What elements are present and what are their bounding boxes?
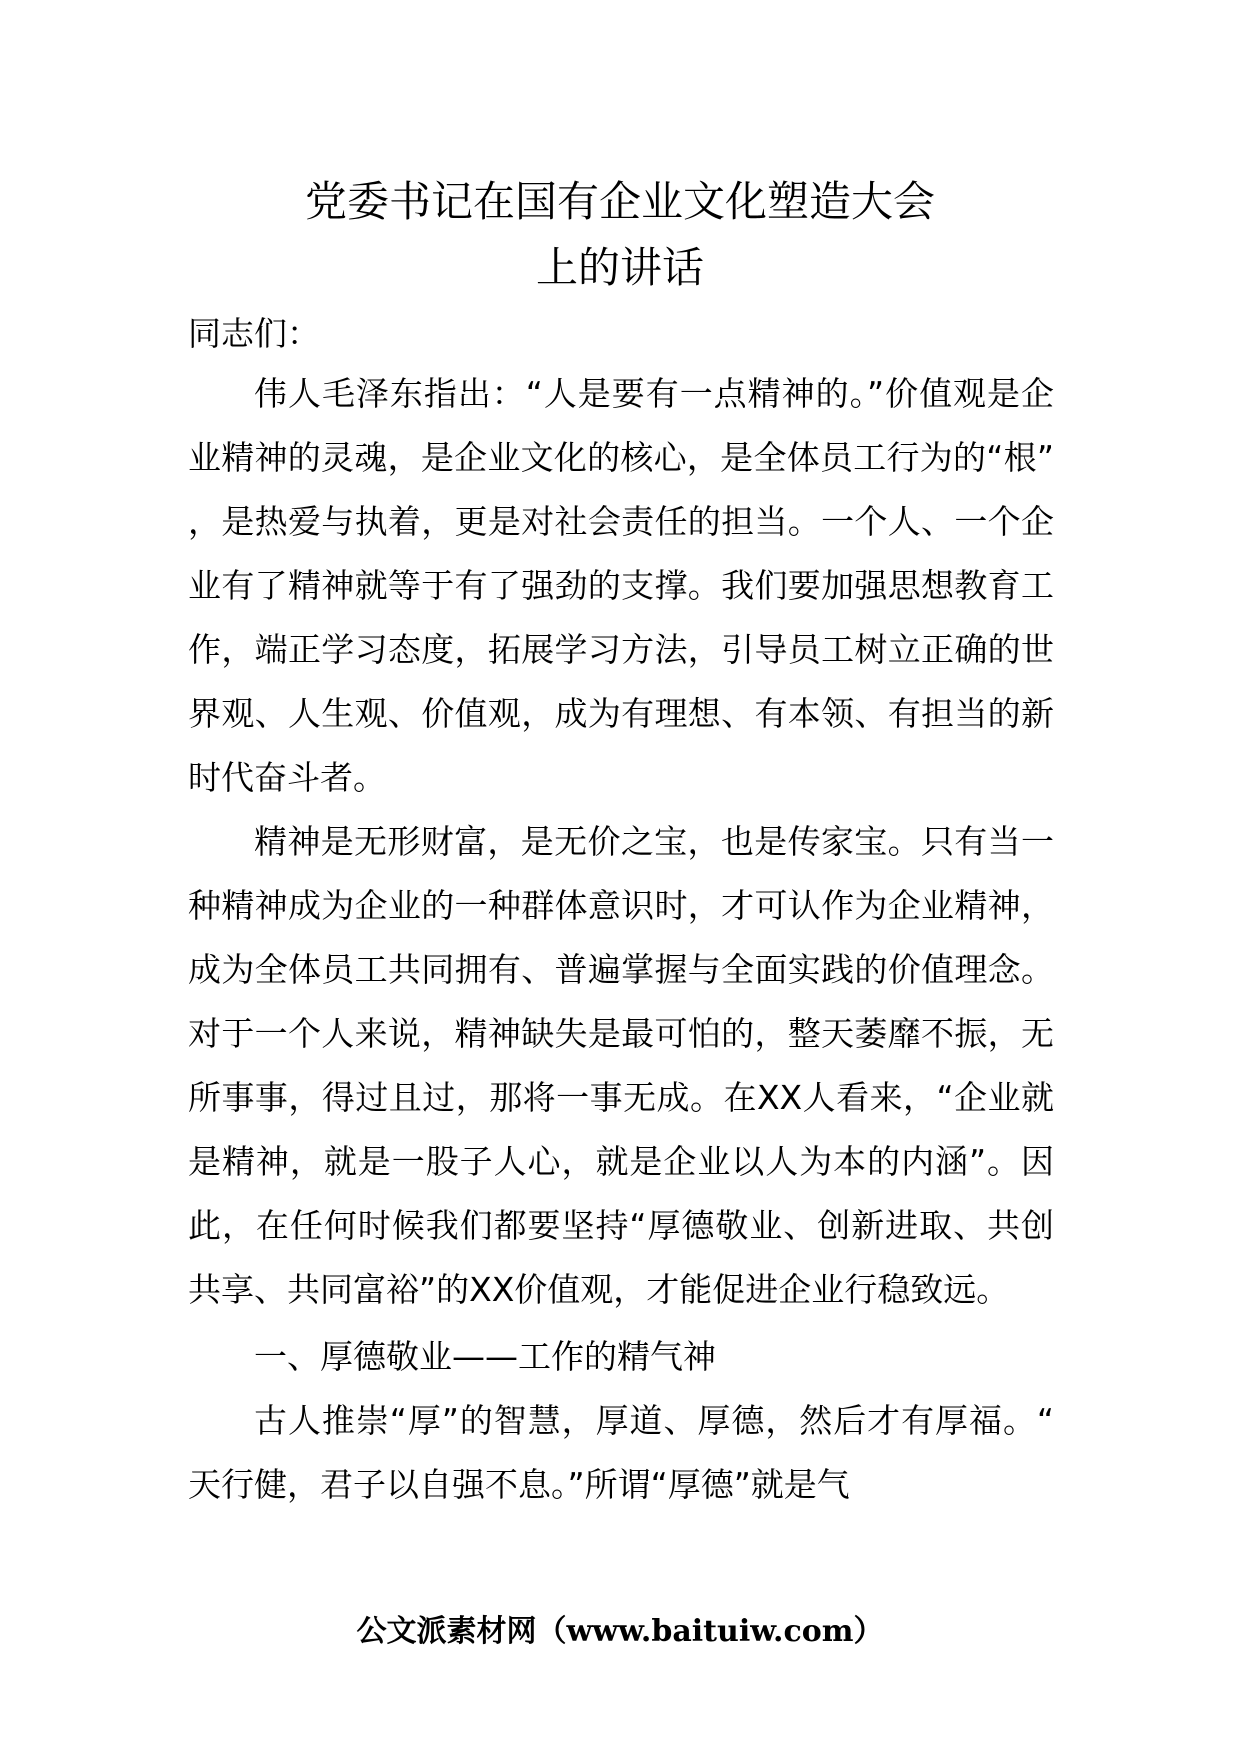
document-title-line-2: 上的讲话: [535, 243, 704, 292]
salutation: 同志们：: [188, 314, 320, 353]
paragraph-1: 伟人毛泽东指出：“人是要有一点精神的。”价值观是企业精神的灵魂，是企业文化的核心，是全体员工行为的“根”，是热爱与执着，更是对社会责任的担当。一个人、一个企业有了精神就等于有了强劲的支撑。我们要加强思想教育工作，端正学习态度，拓展学习方法，引导员工树立正确的世界观、人生观、价值观，成为有理想、有本领、有担当的新时代奋斗者。: [188, 374, 1054, 797]
document-body: [188, 362, 1054, 1517]
document-title-line-1: 党委书记在国有企业文化塑造大会: [304, 177, 935, 226]
section-heading: 一、厚德敬业——工作的精气神: [254, 1337, 716, 1376]
paragraph-2: 精神是无形财富，是无价之宝，也是传家宝。只有当一种精神成为企业的一种群体意识时，才可认作为企业精神，成为全体员工共同拥有、普遍掌握与全面实践的价值理念。对于一个人来说，精神缺失是最可怕的，整天萎靡不振，无所事事，得过且过，那将一事无成。在XX人看来，“企业就是精神，就是一股子人心，就是企业以人为本的内涵”。因此，在任何时候我们都要坚持“厚德敬业、创新进取、共创共享、共同富裕”的XX价值观，才能促进企业行稳致远。: [188, 822, 1054, 1309]
section-paragraph: 古人推崇“厚”的智慧，厚道、厚德，然后才有厚福。“天行健，君子以自强不息。”所谓“厚德”就是气: [188, 1401, 1054, 1504]
footer-watermark: 公文派素材网（www.baituiw.com）: [356, 1614, 884, 1649]
